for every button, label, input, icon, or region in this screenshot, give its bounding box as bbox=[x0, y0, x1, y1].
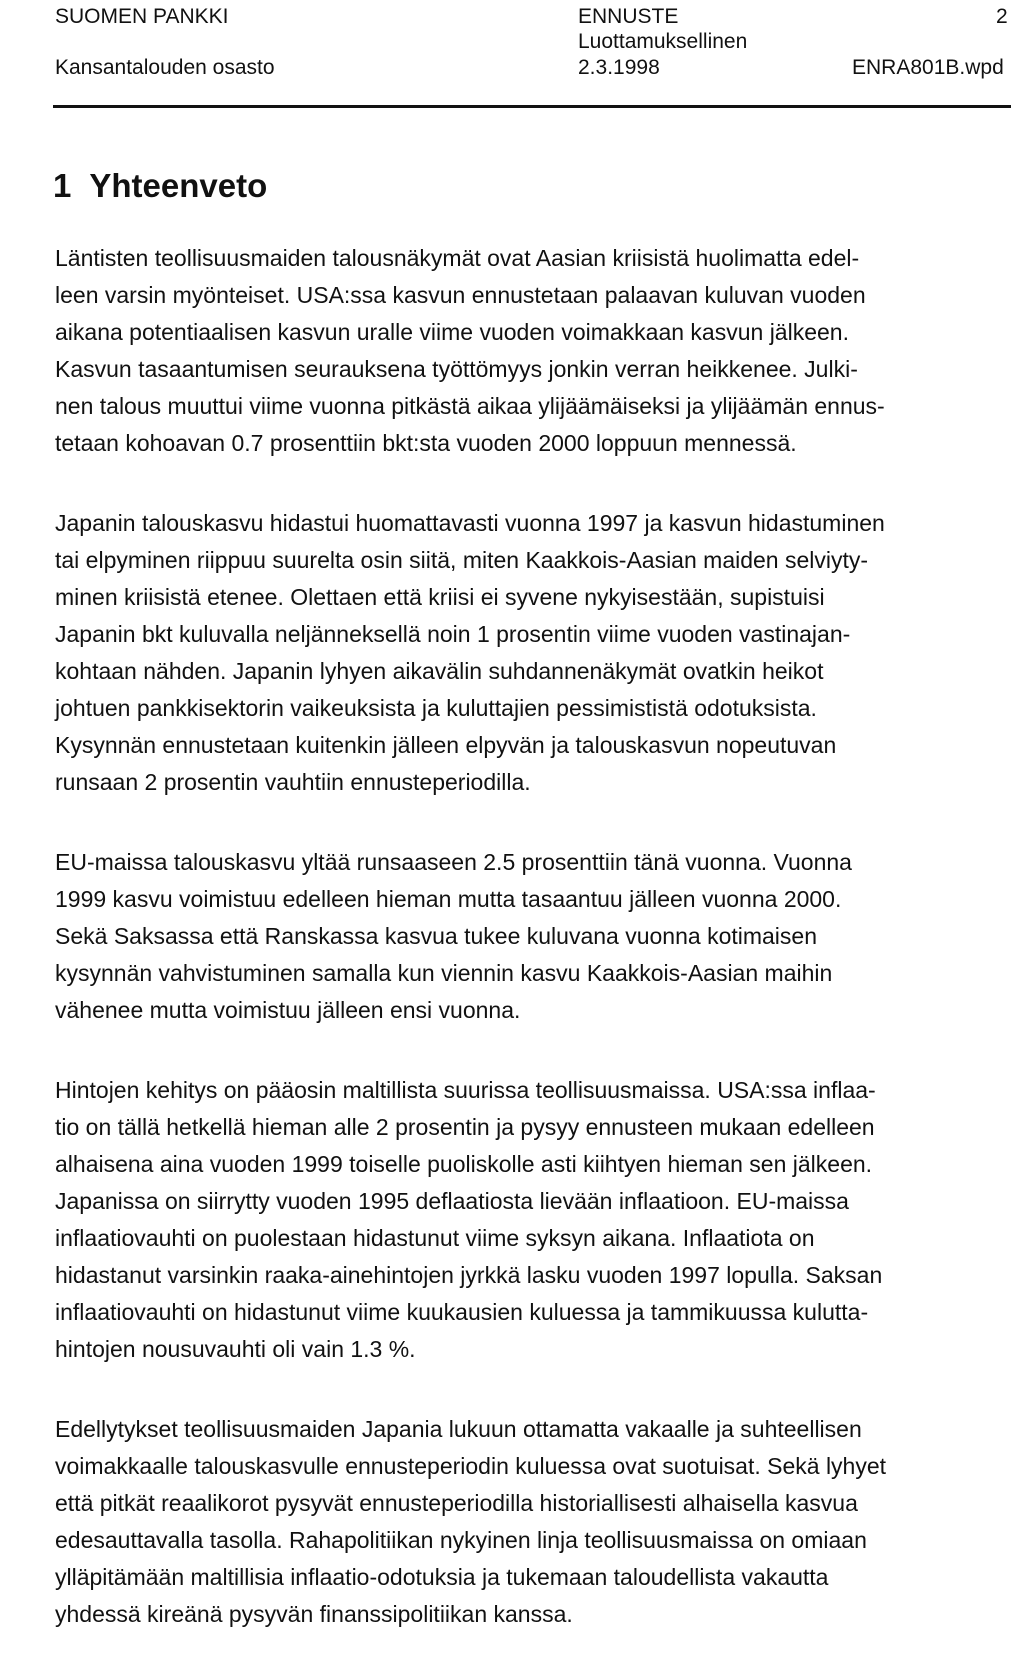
text-line: hintojen nousuvauhti oli vain 1.3 %. bbox=[55, 1336, 416, 1362]
text-line: ylläpitämään maltillisia inflaatio-odotuksia ja tukemaan taloudellista vakautta bbox=[55, 1564, 829, 1590]
text-line: kysynnän vahvistuminen samalla kun viennin kasvu Kaakkois-Aasian maihin bbox=[55, 960, 833, 986]
text-line: minen kriisistä etenee. Olettaen että kriisi ei syvene nykyisestään, supistuisi bbox=[55, 584, 825, 610]
text-line: leen varsin myönteiset. USA:ssa kasvun ennustetaan palaavan kuluvan vuoden bbox=[55, 282, 866, 308]
page-header bbox=[0, 0, 1024, 110]
text-line: Kysynnän ennustetaan kuitenkin jälleen elpyvän ja talouskasvun nopeutuvan bbox=[55, 732, 837, 758]
section-number: 1 bbox=[53, 167, 72, 204]
classification-label: Luottamuksellinen bbox=[578, 30, 748, 53]
header-divider bbox=[53, 105, 1011, 108]
text-line: Sekä Saksassa että Ranskassa kasvua tukee kuluvana vuonna kotimaisen bbox=[55, 923, 817, 949]
text-line: Japanissa on siirrytty vuoden 1995 deflaatiosta lievään inflaatioon. EU-maissa bbox=[55, 1188, 849, 1214]
text-line: Kasvun tasaantumisen seurauksena työttömyys jonkin verran heikkenee. Julki- bbox=[55, 356, 858, 382]
text-line: hidastanut varsinkin raaka-ainehintojen jyrkkä lasku vuoden 1997 lopulla. Saksan bbox=[55, 1262, 883, 1288]
text-line: Edellytykset teollisuusmaiden Japania lukuun ottamatta vakaalle ja suhteellisen bbox=[55, 1416, 862, 1442]
text-line: tai elpyminen riippuu suurelta osin siitä, miten Kaakkois-Aasian maiden selviyty- bbox=[55, 547, 869, 573]
text-line: johtuen pankkisektorin vaikeuksista ja kuluttajien pessimististä odotuksista. bbox=[55, 695, 817, 721]
document-date: 2.3.1998 bbox=[578, 56, 660, 79]
text-line: 1999 kasvu voimistuu edelleen hieman mutta tasaantuu jälleen vuonna 2000. bbox=[55, 886, 842, 912]
paragraph bbox=[55, 505, 1010, 801]
paragraph bbox=[55, 1072, 1010, 1368]
text-line: inflaatiovauhti on puolestaan hidastunut viime syksyn aikana. Inflaatiota on bbox=[55, 1225, 815, 1251]
organization-name: SUOMEN PANKKI bbox=[55, 5, 229, 28]
text-line: tetaan kohoavan 0.7 prosenttiin bkt:sta vuoden 2000 loppuun mennessä. bbox=[55, 430, 797, 456]
text-line: kohtaan nähden. Japanin lyhyen aikavälin suhdannenäkymät ovatkin heikot bbox=[55, 658, 824, 684]
text-line: tio on tällä hetkellä hieman alle 2 prosentin ja pysyy ennusteen mukaan edelleen bbox=[55, 1114, 875, 1140]
text-line: nen talous muuttui viime vuonna pitkästä aikaa ylijäämäiseksi ja ylijäämän ennus- bbox=[55, 393, 885, 419]
text-line: että pitkät reaalikorot pysyvät ennusteperiodilla historiallisesti alhaisella kasvua bbox=[55, 1490, 858, 1516]
document-type: ENNUSTE bbox=[578, 5, 679, 28]
department-name: Kansantalouden osasto bbox=[55, 56, 275, 79]
text-line: runsaan 2 prosentin vauhtiin ennusteperiodilla. bbox=[55, 769, 531, 795]
section-heading bbox=[53, 165, 267, 207]
text-line: EU-maissa talouskasvu yltää runsaaseen 2.5 prosenttiin tänä vuonna. Vuonna bbox=[55, 849, 852, 875]
file-name: ENRA801B.wpd bbox=[852, 56, 1004, 79]
text-line: alhaisena aina vuoden 1999 toiselle puoliskolle asti kiihtyen hieman sen jälkeen. bbox=[55, 1151, 873, 1177]
text-line: voimakkaalle talouskasvulle ennusteperiodin kuluessa ovat suotuisat. Sekä lyhyet bbox=[55, 1453, 887, 1479]
text-line: edesauttavalla tasolla. Rahapolitiikan nykyinen linja teollisuusmaissa on omiaan bbox=[55, 1527, 867, 1553]
text-line: yhdessä kireänä pysyvän finanssipolitiikan kanssa. bbox=[55, 1601, 573, 1627]
text-line: Japanin talouskasvu hidastui huomattavasti vuonna 1997 ja kasvun hidastuminen bbox=[55, 510, 885, 536]
document-body bbox=[55, 240, 1010, 1676]
text-line: Läntisten teollisuusmaiden talousnäkymät ovat Aasian kriisistä huolimatta edel- bbox=[55, 245, 860, 271]
text-line: vähenee mutta voimistuu jälleen ensi vuonna. bbox=[55, 997, 521, 1023]
page-number: 2 bbox=[996, 5, 1008, 28]
paragraph bbox=[55, 844, 1010, 1029]
text-line: inflaatiovauhti on hidastunut viime kuukausien kuluessa ja tammikuussa kulutta- bbox=[55, 1299, 869, 1325]
paragraph bbox=[55, 1411, 1010, 1633]
text-line: aikana potentiaalisen kasvun uralle viime vuoden voimakkaan kasvun jälkeen. bbox=[55, 319, 849, 345]
section-title: Yhteenveto bbox=[89, 167, 268, 204]
text-line: Hintojen kehitys on pääosin maltillista suurissa teollisuusmaissa. USA:ssa inflaa- bbox=[55, 1077, 876, 1103]
paragraph bbox=[55, 240, 1010, 462]
text-line: Japanin bkt kuluvalla neljänneksellä noin 1 prosentin viime vuoden vastinajan- bbox=[55, 621, 851, 647]
